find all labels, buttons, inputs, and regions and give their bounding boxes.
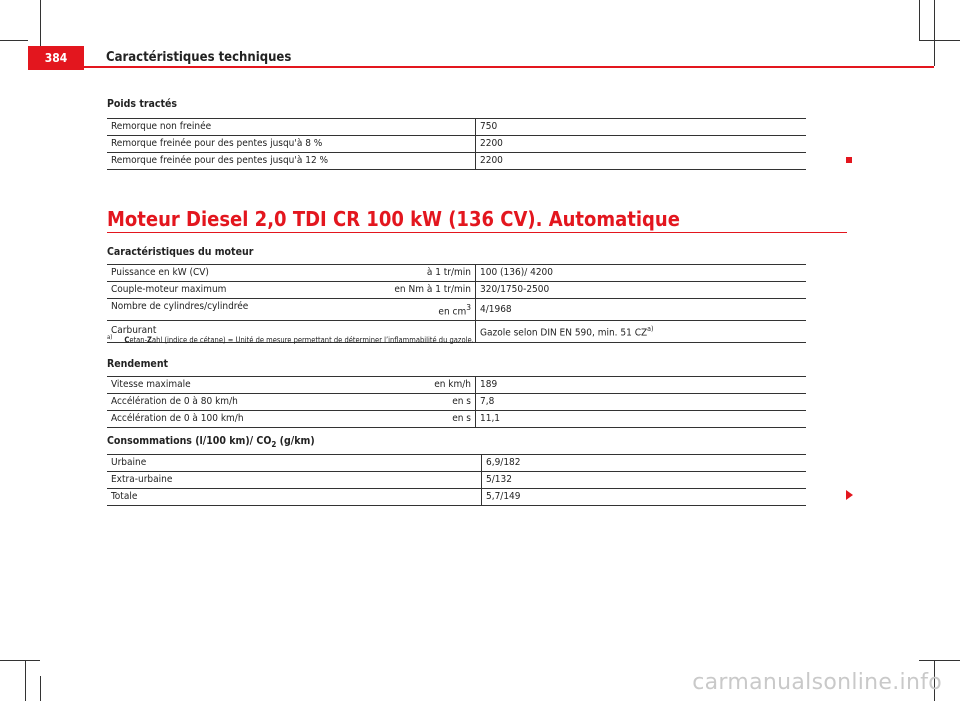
table-row bbox=[107, 136, 806, 153]
row-value: 5/132 bbox=[482, 472, 807, 489]
crop-mark bbox=[40, 0, 41, 50]
row-value: 7,8 bbox=[476, 394, 807, 411]
row-value: 5,7/149 bbox=[482, 489, 807, 506]
row-unit: en s bbox=[452, 396, 471, 407]
table-row bbox=[107, 282, 806, 299]
row-value: 6,9/182 bbox=[482, 455, 807, 472]
row-label: Remorque freinée pour des pentes jusqu'à 12 % bbox=[107, 153, 476, 170]
footnote: $^{a)}$ Cetan-Zahl (indice de cétane) = Unité de mesure permettant de déterminer l’inflammabilité du gazole. bbox=[107, 334, 474, 345]
row-value: 100 (136)/ 4200 bbox=[476, 265, 807, 282]
heading-rule bbox=[107, 232, 847, 233]
row-label: Puissance en kW (CV) bbox=[111, 267, 209, 278]
towing-title: Poids tractés bbox=[107, 98, 178, 110]
engine-title: Caractéristiques du moteur bbox=[107, 246, 254, 258]
row-label: Totale bbox=[107, 489, 482, 506]
row-label: Accélération de 0 à 80 km/h bbox=[111, 396, 238, 407]
unit-superscript: 3 bbox=[466, 302, 471, 312]
performance-title: Rendement bbox=[107, 358, 169, 370]
row-label: Vitesse maximale bbox=[111, 379, 191, 390]
row-value: 2200 bbox=[476, 153, 807, 170]
table-row bbox=[107, 455, 806, 472]
row-label: Urbaine bbox=[107, 455, 482, 472]
table-row bbox=[107, 153, 806, 170]
table-row bbox=[107, 299, 806, 321]
consumption-title: Consommations (l/100 km)/ $CO_2$ (g/km) bbox=[107, 435, 315, 450]
row-label: Nombre de cylindres/cylindrée bbox=[111, 301, 249, 312]
row-value: 2200 bbox=[476, 136, 807, 153]
row-label: Remorque non freinée bbox=[107, 119, 476, 136]
watermark: carmanualsonline.info bbox=[692, 670, 942, 695]
table-row bbox=[107, 489, 806, 506]
table-row bbox=[107, 377, 806, 394]
table-row bbox=[107, 472, 806, 489]
row-unit: en Nm à 1 tr/min bbox=[394, 284, 471, 295]
table-row bbox=[107, 394, 806, 411]
row-label: Couple-moteur maximum bbox=[111, 284, 227, 295]
row-label: Carburant bbox=[111, 325, 157, 337]
section-title: Caractéristiques techniques bbox=[106, 50, 292, 65]
row-label: Remorque freinée pour des pentes jusqu'à 8 % bbox=[107, 136, 476, 153]
crop-mark bbox=[40, 676, 41, 701]
performance-table bbox=[107, 376, 806, 428]
row-value: 189 bbox=[476, 377, 807, 394]
crop-mark bbox=[934, 0, 935, 66]
consumption-table bbox=[107, 454, 806, 506]
crop-mark bbox=[25, 660, 26, 701]
row-value: 750 bbox=[476, 119, 807, 136]
row-value: 11,1 bbox=[476, 411, 807, 428]
row-value: 4/1968 bbox=[476, 299, 807, 321]
crop-mark bbox=[919, 0, 920, 40]
crop-mark bbox=[0, 40, 28, 41]
engine-table bbox=[107, 264, 806, 343]
crop-mark bbox=[919, 40, 960, 41]
row-label: Accélération de 0 à 100 km/h bbox=[111, 413, 244, 424]
row-value: Gazole selon DIN EN 590, min. 51 CZ bbox=[480, 327, 648, 339]
row-unit: en km/h bbox=[434, 379, 471, 390]
table-row bbox=[107, 265, 806, 282]
footnote-text: ahl (indice de cétane) = Unité de mesure permettant de déterminer l’inflammabilité du gazole. bbox=[151, 335, 474, 345]
towing-table bbox=[107, 118, 806, 170]
crop-mark bbox=[0, 660, 40, 661]
table-row bbox=[107, 119, 806, 136]
table-row bbox=[107, 411, 806, 428]
row-unit: en cm bbox=[438, 306, 467, 318]
row-unit: à 1 tr/min bbox=[426, 267, 471, 278]
row-value: 320/1750-2500 bbox=[476, 282, 807, 299]
crop-mark bbox=[919, 660, 960, 661]
header-rule bbox=[84, 66, 934, 68]
main-heading: Moteur Diesel 2,0 TDI CR 100 kW (136 CV). Automatique bbox=[107, 207, 680, 231]
footnote-marker: a) bbox=[107, 334, 113, 341]
continue-arrow-icon bbox=[846, 490, 853, 500]
section-end-square-icon bbox=[846, 157, 852, 163]
page-number: 384 bbox=[28, 46, 84, 70]
footnote-ref: a) bbox=[647, 325, 654, 334]
row-unit: en s bbox=[452, 413, 471, 424]
row-label: Extra-urbaine bbox=[107, 472, 482, 489]
